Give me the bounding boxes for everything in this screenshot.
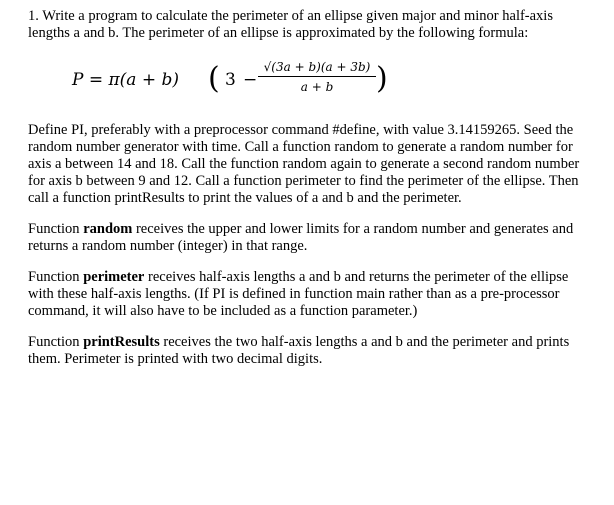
- paragraph-printresults-rest: receives the two half-axis lengths a and b and the perimeter and prints them. Perimeter is printed with two decimal digits.: [28, 334, 570, 367]
- formula-numerator: √(3a + b)(a + 3b): [258, 60, 376, 77]
- formula-lhs: P = π(a + b): [72, 70, 179, 90]
- formula-denominator: a + b: [300, 80, 334, 94]
- function-name-random: random: [83, 221, 133, 237]
- document-page: [28, 8, 588, 368]
- question-text: 1. Write a program to calculate the perimeter of an ellipse given major and minor half-axis lengths a and b. The perimeter of an ellipse is approximated by the following formula:: [28, 8, 553, 41]
- paragraph-perimeter-rest: receives half-axis lengths a and b and returns the perimeter of the ellipse with these half-axis lengths. (If PI is defined in function main rather than as a pre-processor command, it will also have to be included as a function parameter.): [28, 269, 569, 319]
- paragraph-printresults-prefix: Function: [28, 334, 84, 350]
- formula-close-paren: ): [376, 61, 388, 96]
- function-name-printresults: printResults: [83, 334, 160, 350]
- paragraph-random: [28, 221, 588, 255]
- paragraph-setup: Define PI, preferably with a preprocessor command #define, with value 3.14159265. Seed the random number generator with time. Call a function random to generate a random number for axis a between 14 and 18. Call the function random again to generate a second random number for axis b between 9 and 12. Call a function perimeter to find the perimeter of the ellipse. Then call a function printResults to print the values of a and b and the perimeter.: [28, 122, 580, 206]
- paragraph-perimeter-prefix: Function: [28, 269, 84, 285]
- formula-three: 3: [225, 70, 236, 90]
- perimeter-formula: [28, 42, 588, 122]
- function-name-perimeter: perimeter: [83, 269, 145, 285]
- paragraph-random-rest: receives the upper and lower limits for a random number and generates and returns a random number (integer) in that range.: [28, 221, 574, 254]
- paragraph-perimeter: [28, 269, 588, 320]
- formula-minus: −: [243, 70, 258, 90]
- formula-fraction: [258, 60, 376, 94]
- formula-open-paren: (: [208, 61, 220, 96]
- paragraph-random-prefix: Function: [28, 221, 84, 237]
- paragraph-printresults: [28, 334, 588, 368]
